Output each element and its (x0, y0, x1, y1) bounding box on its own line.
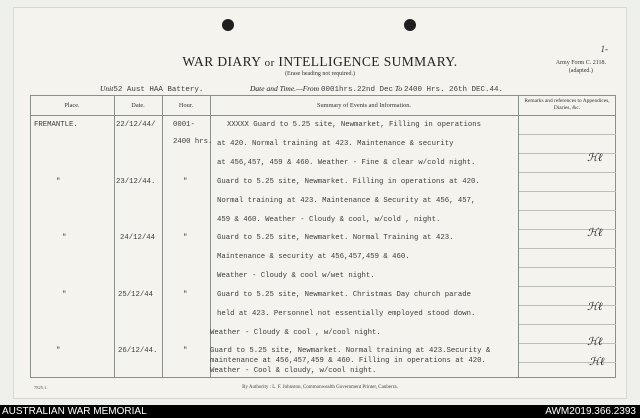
initials-signature: ℋℓ (587, 152, 603, 164)
col-border-summary (518, 95, 519, 377)
entry-hour: " (183, 347, 188, 355)
summary-line: maintenance at 456,457,459 & 460. Filling in operations at 420. (210, 357, 486, 365)
form-code: 7825.1. (34, 385, 48, 390)
col-border-left (30, 95, 31, 377)
summary-line: XXXXX Guard to 5.25 site, Newmarket, Filling in operations (227, 121, 481, 129)
summary-line: Guard to 5.25 site, Newmarket. Christmas Day church parade (217, 291, 471, 299)
summary-line: Guard to 5.25 site, Newmarket. Normal training at 423.Security & (210, 347, 491, 355)
summary-line: 459 & 460. Weather - Cloudy & cool, w/cold , night. (217, 216, 441, 224)
diary-sheet (14, 8, 626, 398)
summary-line: Guard to 5.25 site, Newmarket. Filling in operations at 420. (217, 178, 480, 186)
summary-line: Weather - Cloudy & cool , w/cool night. (210, 329, 381, 337)
handwritten-page-mark: 1- (600, 44, 608, 54)
archive-footer (0, 405, 640, 418)
header-rule (30, 115, 616, 116)
col-border-place (114, 95, 115, 377)
entry-date: 24/12/44 (120, 234, 156, 242)
entry-place: " (62, 291, 67, 299)
entry-place: " (56, 347, 61, 355)
remarks-rule (519, 134, 616, 135)
summary-line: held at 423. Personnel not essentially employed stood down. (217, 310, 476, 318)
entry-hour: " (183, 234, 188, 242)
remarks-rule (519, 267, 616, 268)
col-border-right (615, 95, 616, 377)
form-title: WAR DIARY or INTELLIGENCE SUMMARY. (182, 54, 458, 69)
entry-date: 23/12/44. (116, 178, 156, 186)
army-form-number: Army Form C. 2118. (adapted.) (555, 60, 606, 74)
entry-hour: " (183, 291, 188, 299)
header-place: Place. (64, 102, 80, 109)
table-top-rule (30, 95, 616, 96)
summary-line: at 456,457, 459 & 460. Weather - Fine & clear w/cold night. (217, 159, 476, 167)
initials-signature: ℋℓ (587, 301, 603, 313)
header-hour: Hour. (178, 102, 194, 109)
archive-name: AUSTRALIAN WAR MEMORIAL (2, 406, 147, 417)
initials-signature: ℋℓ (589, 356, 605, 368)
remarks-rule (519, 191, 616, 192)
entry-date: 25/12/44 (118, 291, 154, 299)
initials-signature: ℋℓ (587, 227, 603, 239)
entry-hour: 0001- (173, 121, 195, 129)
archive-reference: AWM2019.366.2393 (545, 406, 636, 417)
remarks-rule (519, 286, 616, 287)
col-border-date (162, 95, 163, 377)
remarks-rule (519, 172, 616, 173)
summary-line: Maintenance & security at 456,457,459 & 460. (217, 253, 410, 261)
entry-place: " (56, 178, 61, 186)
form-subtitle: (Erase heading not required.) (285, 71, 355, 77)
remarks-rule (519, 324, 616, 325)
entry-place: " (62, 234, 67, 242)
entry-hour: 2400 hrs. (173, 138, 213, 146)
printer-authority: By Authority : L. F. Johnston, Commonwealth Government Printer, Canberra. (242, 385, 398, 390)
date-time-line: Date and Time.—From 0001hrs.22nd Dec To 2400 Hrs. 26th DEC.44. (250, 84, 504, 94)
unit-line: Unit52 Aust HAA Battery. (100, 84, 204, 94)
header-remarks: Remarks and references to Appendices, Diaries, &c. (524, 98, 610, 111)
header-date: Date. (131, 102, 145, 109)
summary-line: Normal training at 423. Maintenance & Security at 456, 457, (217, 197, 476, 205)
punch-hole-left (222, 19, 234, 31)
to-value: 2400 Hrs. 26th DEC.44. (403, 86, 504, 94)
entry-date: 26/12/44. (118, 347, 158, 355)
remarks-rule (519, 210, 616, 211)
entry-place: FREMANTLE. (34, 121, 78, 129)
unit-value: 52 Aust HAA Battery. (113, 86, 204, 94)
from-value: 0001hrs.22nd Dec (320, 86, 393, 94)
remarks-rule (519, 248, 616, 249)
summary-line: Guard to 5.25 site, Newmarket. Normal Training at 423. (217, 234, 454, 242)
initials-signature: ℋℓ (587, 336, 603, 348)
summary-line: Weather - Cool & cloudy, w/cool night. (210, 367, 377, 375)
punch-hole-right (404, 19, 416, 31)
header-summary: Summary of Events and Information. (317, 102, 411, 109)
summary-line: at 420. Normal training at 423. Maintenance & security (217, 140, 454, 148)
entry-date: 22/12/44/ (116, 121, 156, 129)
entry-hour: " (183, 178, 188, 186)
table-bottom-rule (30, 377, 616, 378)
summary-line: Weather - Cloudy & cool w/wet night. (217, 272, 375, 280)
